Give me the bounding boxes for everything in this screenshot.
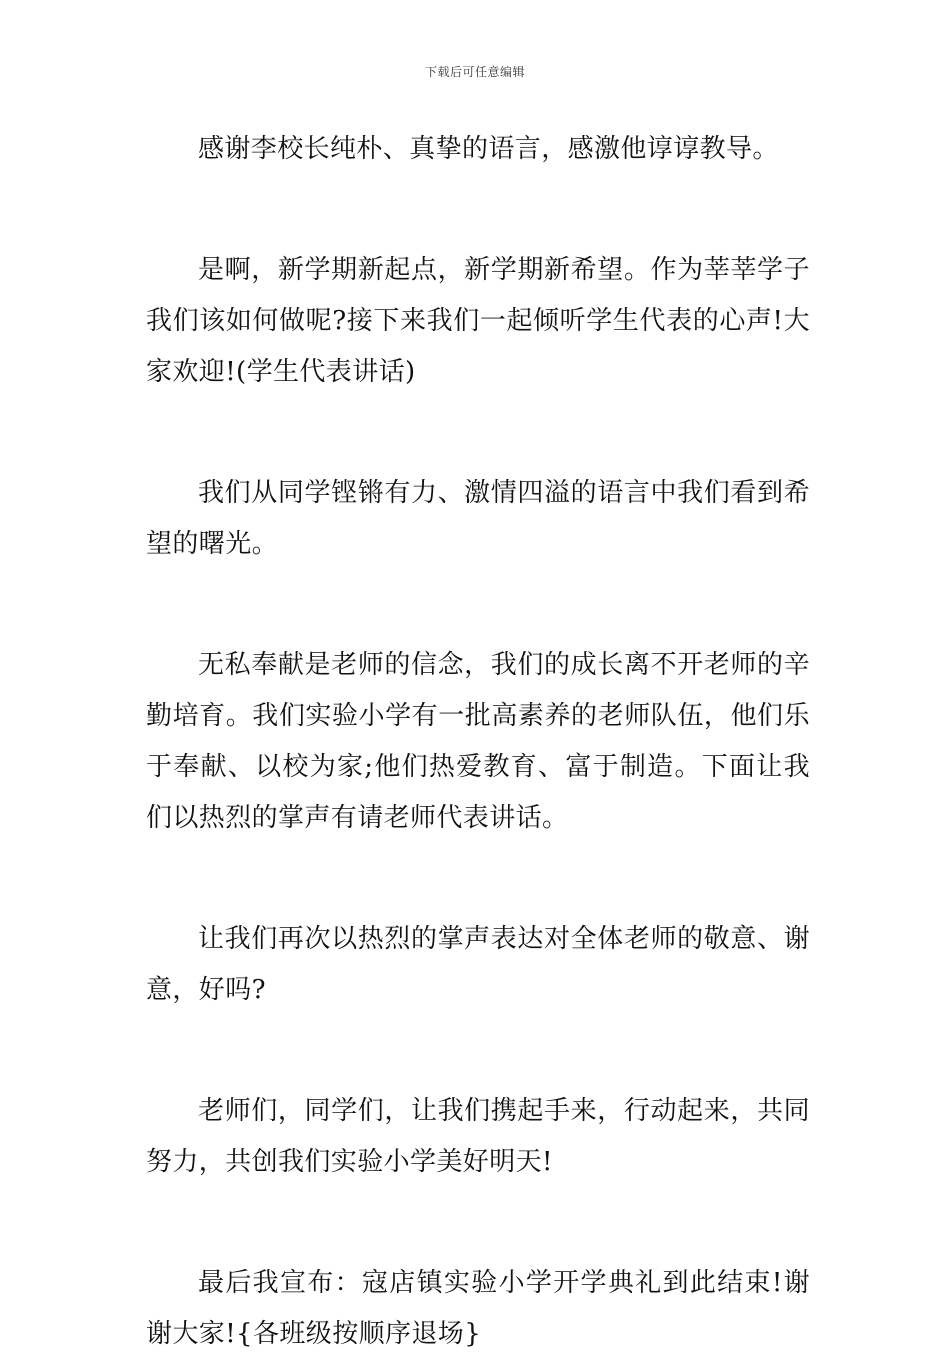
paragraph-thanks-principal: 感谢李校长纯朴、真挚的语言，感激他谆谆教导。 bbox=[198, 134, 779, 164]
paragraph-student-representative: 是啊，新学期新起点，新学期新希望。作为莘莘学子我们该如何做呢?接下来我们一起倾听学生代表的心声!大家欢迎!(学生代表讲话) bbox=[146, 255, 810, 387]
paragraph-hope: 我们从同学铿锵有力、激情四溢的语言中我们看到希望的曙光。 bbox=[146, 478, 810, 559]
paragraph-applause: 让我们再次以热烈的掌声表达对全体老师的敬意、谢意，好吗? bbox=[146, 924, 810, 1005]
document-body bbox=[146, 124, 810, 1360]
paragraph-call-to-action: 老师们，同学们，让我们携起手来，行动起来，共同努力，共创我们实验小学美好明天! bbox=[146, 1096, 810, 1177]
paragraph-teacher-representative: 无私奉献是老师的信念，我们的成长离不开老师的辛勤培育。我们实验小学有一批高素养的老师队伍，他们乐于奉献、以校为家;他们热爱教育、富于制造。下面让我们以热烈的掌声有请老师代表讲话。 bbox=[146, 650, 810, 833]
paragraph-closing: 最后我宣布：寇店镇实验小学开学典礼到此结束!谢谢大家!{各班级按顺序退场} bbox=[146, 1268, 810, 1349]
page-header: 下载后可任意编辑 bbox=[424, 65, 525, 79]
